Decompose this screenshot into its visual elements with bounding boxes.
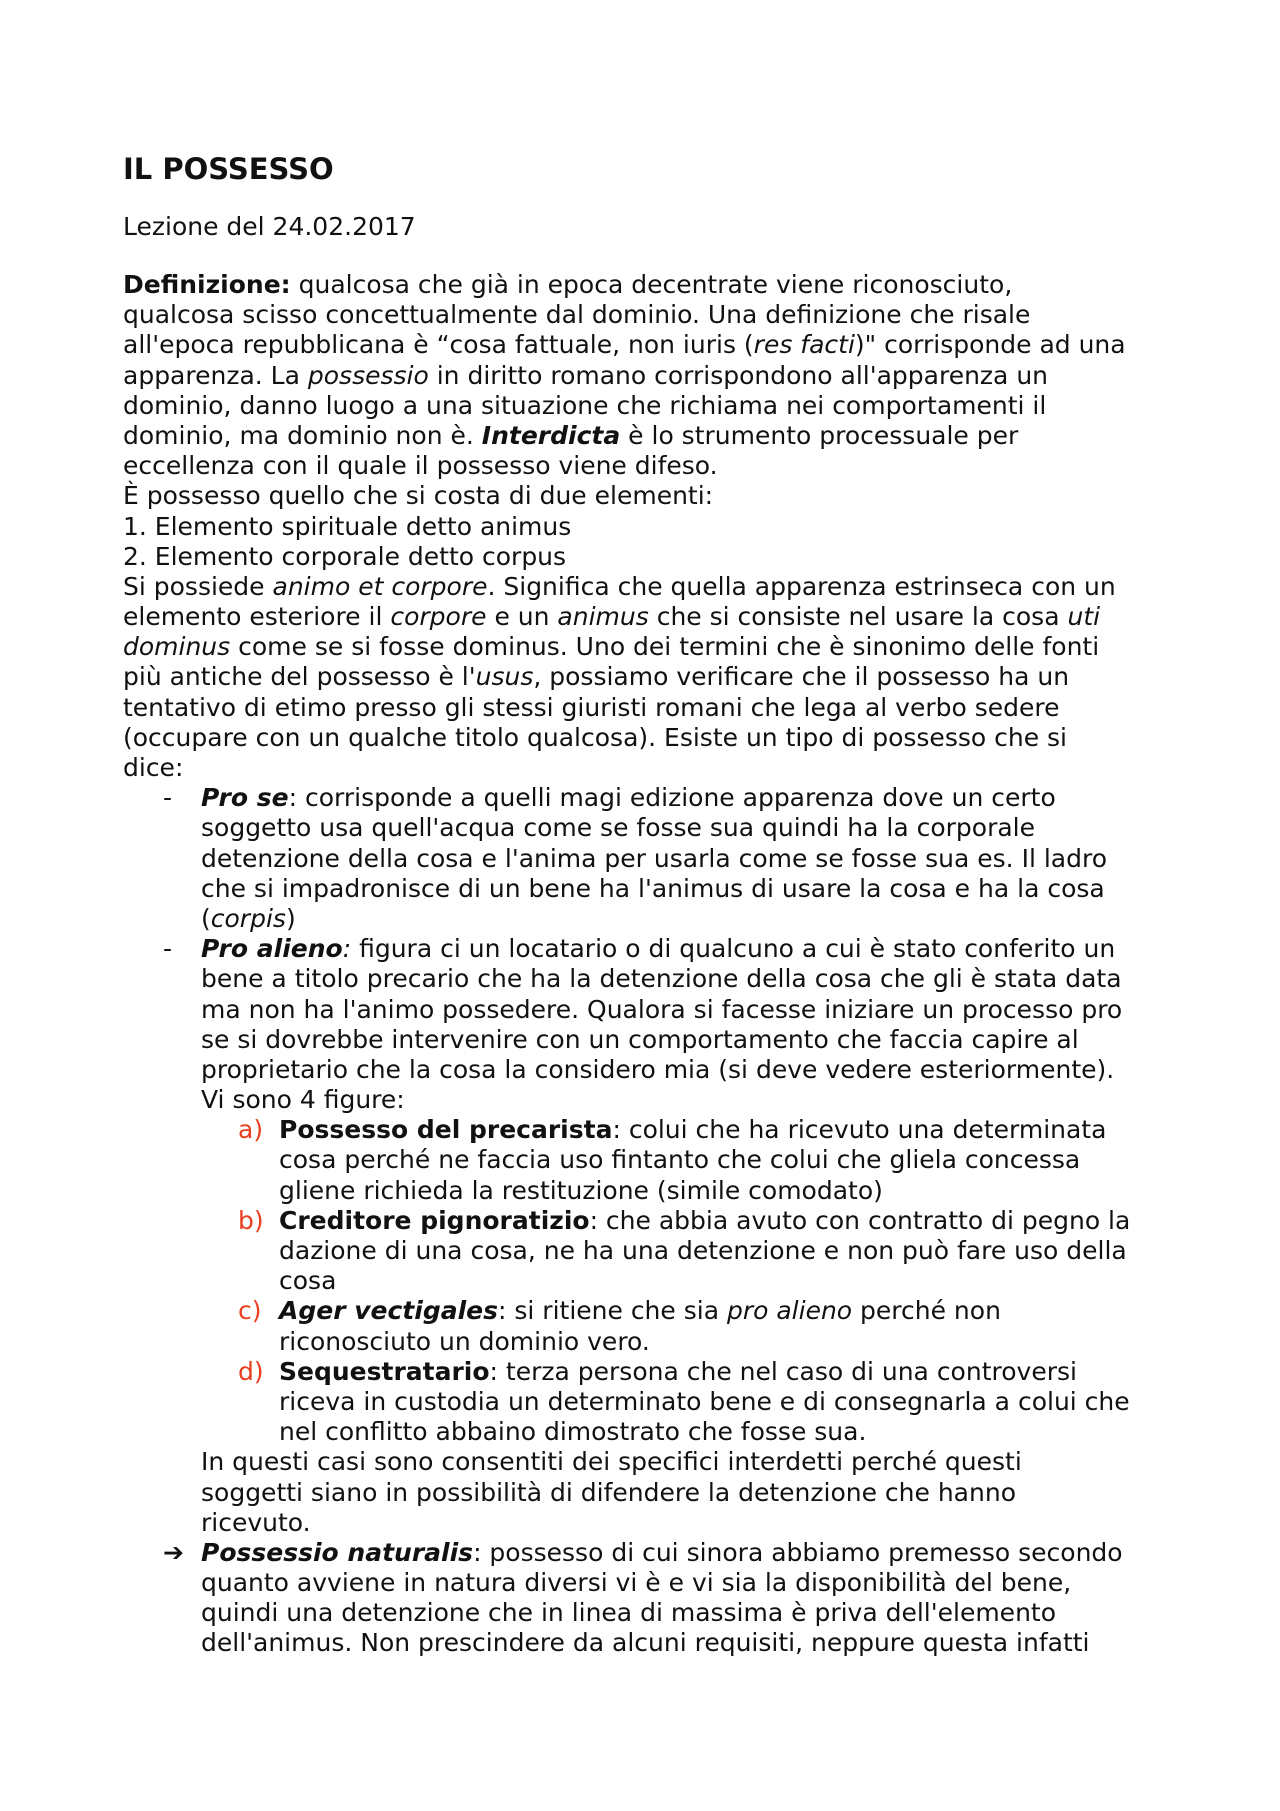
text-line: soggetti siano in possibilità di difendere la detenzione che hanno	[201, 1477, 1016, 1507]
text-line: dominus come se si fosse dominus. Uno dei termini che è sinonimo delle fonti	[123, 632, 1100, 662]
term-pro-se: Pro se	[201, 783, 289, 813]
text-line: dominio, danno luogo a una situazione che richiama nei comportamenti il	[123, 390, 1047, 420]
letter-marker: a)	[238, 1115, 264, 1145]
text-line: apparenza. La possessio in diritto romano corrispondono all'apparenza un	[123, 360, 1049, 390]
text-line: È possesso quello che si costa di due elementi:	[123, 481, 714, 511]
list-item-possessio-naturalis: ➔ Possessio naturalis: possesso di cui sinora abbiamo premesso secondo quanto avviene in natura diversi vi è e vi sia la disponibilità del bene, quindi una detenzione che in linea di massima è priva dell'elemento dell'animus. Non prescindere da alcuni requisiti, neppure questa infatti	[163, 1537, 1123, 1658]
term-sequestratario: Sequestratario	[279, 1356, 490, 1386]
text-line: più antiche del possesso è l'usus, possiamo verificare che il possesso ha un	[123, 662, 1070, 692]
document-body	[123, 270, 1183, 1659]
letter-marker: b)	[238, 1205, 264, 1235]
list-item-pro-alieno: - Pro alieno: figura ci un locatario o di qualcuno a cui è stato conferito un bene a titolo precario che ha la detenzione della cosa che gli è stata data ma non ha l'animo possedere. Qualora si facesse iniziare un processo pro se si dovrebbe intervenire con un comportamento che faccia capire al proprietario che la cosa la considero mia (si deve vedere esteriormente). Vi sono 4 figure:	[163, 934, 1123, 1115]
term-pro-alieno: Pro alieno	[201, 934, 343, 964]
term-possessio-naturalis: Possessio naturalis	[201, 1537, 474, 1567]
list-item-pro-se: - Pro se: corrisponde a quelli magi edizione apparenza dove un certo soggetto usa quell'acqua come se fosse sua quindi ha la corporale detenzione della cosa e l'anima per usarla come se fosse sua es. Il ladro che si impadronisce di un bene ha l'animus di usare la cosa e ha la cosa (corpis)	[163, 783, 1107, 933]
text-line: all'epoca repubblicana è “cosa fattuale, non iuris (res facti)" corrisponde ad una	[123, 330, 1126, 360]
lesson-date: Lezione del 24.02.2017	[123, 212, 416, 241]
list-item-figure-c: c) Ager vectigales: si ritiene che sia pro alieno perché non riconosciuto un dominio vero.	[238, 1296, 1001, 1356]
letter-marker: c)	[238, 1296, 262, 1326]
numbered-item: 1. Elemento spirituale detto animus	[123, 511, 572, 541]
term-precarista: Possesso del precarista	[279, 1115, 613, 1145]
arrow-right-icon: ➔	[163, 1537, 184, 1567]
term-creditore: Creditore pignoratizio	[279, 1205, 590, 1235]
text-line: ricevuto.	[201, 1507, 311, 1537]
text-line: tentativo di etimo presso gli stessi giuristi romani che lega al verbo sedere	[123, 692, 1060, 722]
text-line: elemento esteriore il corpore e un animus che si consiste nel usare la cosa uti	[123, 602, 1101, 632]
text-line: In questi casi sono consentiti dei specifici interdetti perché questi	[201, 1447, 1022, 1477]
term-ager-vectigales: Ager vectigales	[279, 1296, 498, 1326]
list-item-figure-a: a) Possesso del precarista: colui che ha ricevuto una determinata cosa perché ne faccia uso fintanto che colui che gliela concessa gliene richieda la restituzione (simile comodato)	[238, 1115, 1107, 1205]
list-item-figure-d: d) Sequestratario: terza persona che nel caso di una controversi riceva in custodia un determinato bene e di consegnarla a colui che nel conflitto abbaino dimostrato che fosse sua.	[238, 1356, 1130, 1447]
text-line: Definizione: qualcosa che già in epoca decentrate viene riconosciuto,	[123, 270, 1013, 299]
page-title: IL POSSESSO	[123, 152, 334, 186]
numbered-item: 2. Elemento corporale detto corpus	[123, 541, 567, 571]
text-line: qualcosa scisso concettualmente dal dominio. Una definizione che risale	[123, 300, 1031, 330]
dash-bullet: -	[163, 783, 173, 813]
text-line: dominio, ma dominio non è. Interdicta è lo strumento processuale per	[123, 420, 1019, 450]
list-item-figure-b: b) Creditore pignoratizio: che abbia avuto con contratto di pegno la dazione di una cosa, ne ha una detenzione e non può fare uso della cosa	[238, 1205, 1131, 1296]
dash-bullet: -	[163, 934, 173, 964]
text-line: Si possiede animo et corpore. Significa che quella apparenza estrinseca con un	[123, 571, 1116, 601]
definition-label: Definizione:	[123, 270, 291, 299]
letter-marker: d)	[238, 1356, 264, 1386]
text-line: eccellenza con il quale il possesso viene difeso.	[123, 451, 718, 481]
text-line: (occupare con un qualche titolo qualcosa). Esiste un tipo di possesso che si	[123, 722, 1067, 752]
text-line: dice:	[123, 753, 184, 782]
